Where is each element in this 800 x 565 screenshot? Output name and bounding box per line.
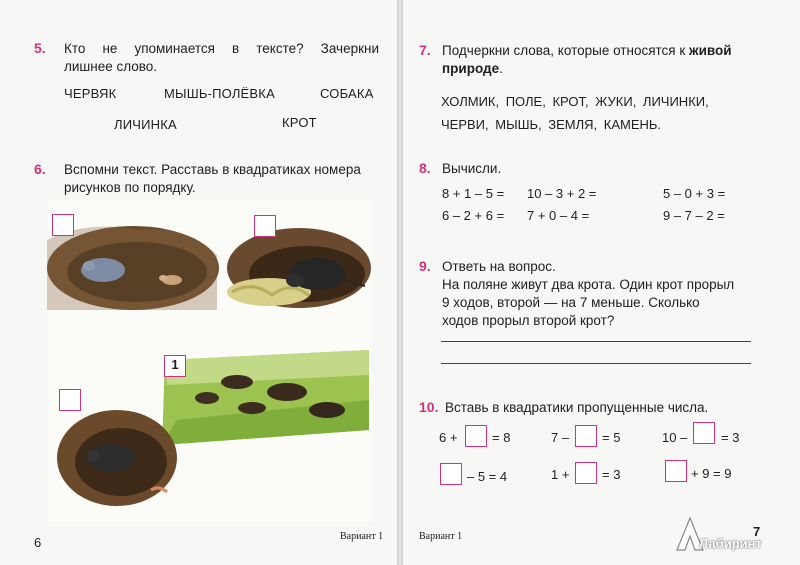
task10-eq6-right: + 9 = 9 bbox=[691, 466, 732, 481]
task6-line1: Вспомни текст. Расставь в квадратиках номера bbox=[64, 162, 361, 177]
task8-expr-5[interactable]: 7 + 0 – 4 = bbox=[527, 208, 590, 223]
task10-eq5-left: 1 + bbox=[551, 467, 570, 482]
picture-order-box-3[interactable]: 1 bbox=[164, 355, 186, 377]
left-page bbox=[0, 0, 397, 565]
right-page bbox=[403, 0, 800, 565]
picture-order-box-2[interactable] bbox=[254, 215, 276, 237]
illustration-area bbox=[47, 200, 372, 522]
right-page-number: 7 bbox=[753, 524, 761, 539]
task5-line1: Кто не упоминается в тексте? Зачеркни bbox=[64, 41, 379, 56]
task8-expr-1[interactable]: 8 + 1 – 5 = bbox=[442, 186, 505, 201]
task7-line1 bbox=[442, 42, 762, 60]
task10-number: 10. bbox=[419, 399, 439, 415]
task10-title: Вставь в квадратики пропущенные числа. bbox=[445, 400, 709, 415]
scene-mole-nest bbox=[221, 222, 371, 312]
picture-order-box-1[interactable] bbox=[52, 214, 74, 236]
labirint-watermark: Лабиринт bbox=[699, 536, 762, 551]
task8-expr-4[interactable]: 6 – 2 + 6 = bbox=[442, 208, 505, 223]
left-page-number: 6 bbox=[34, 535, 42, 550]
task10-eq6-box[interactable] bbox=[665, 460, 687, 482]
task9-text bbox=[442, 258, 764, 330]
task8-expr-6[interactable]: 9 – 7 – 2 = bbox=[663, 208, 725, 223]
task10-eq3-left: 10 – bbox=[662, 430, 688, 445]
task8-title: Вычисли. bbox=[442, 161, 502, 176]
task5-word-dog[interactable]: СОБАКА bbox=[320, 86, 374, 101]
right-footer-variant: Вариант 1 bbox=[419, 531, 463, 542]
task7-line2-bold: природе bbox=[442, 61, 500, 76]
task10-eq4-right: – 5 = 4 bbox=[467, 469, 508, 484]
task9-line1: На поляне живут два крота. Один крот прорыл bbox=[442, 277, 735, 292]
task10-eq2-left: 7 – bbox=[551, 430, 570, 445]
task7-line2 bbox=[442, 60, 762, 78]
task5-line2: лишнее слово. bbox=[64, 59, 158, 74]
task6-line2: рисунков по порядку. bbox=[64, 180, 196, 195]
task5-word-mole[interactable]: КРОТ bbox=[282, 115, 317, 130]
scene-molehills-meadow bbox=[162, 350, 369, 445]
task7-text bbox=[442, 42, 762, 78]
task9-line3: ходов прорыл второй крот? bbox=[442, 313, 615, 328]
task5-word-worm[interactable]: ЧЕРВЯК bbox=[64, 86, 117, 101]
task10-eq1-box[interactable] bbox=[465, 425, 487, 447]
task10-eq3-box[interactable] bbox=[693, 422, 715, 444]
task9-answer-line-2[interactable] bbox=[441, 363, 751, 364]
task7-words-line1[interactable]: ХОЛМИК, ПОЛЕ, КРОТ, ЖУКИ, ЛИЧИНКИ, bbox=[441, 94, 709, 109]
task8-expr-3[interactable]: 5 – 0 + 3 = bbox=[663, 186, 726, 201]
task9-line2: 9 ходов, второй — на 7 меньше. Сколько bbox=[442, 295, 700, 310]
task10-eq4-box[interactable] bbox=[440, 463, 462, 485]
illustration-svg bbox=[47, 200, 372, 522]
task6-number: 6. bbox=[34, 161, 46, 177]
task8-number: 8. bbox=[419, 160, 431, 176]
task7-number: 7. bbox=[419, 42, 431, 58]
task5-word-larva[interactable]: ЛИЧИНКА bbox=[114, 117, 177, 132]
task10-eq5-box[interactable] bbox=[575, 462, 597, 484]
task9-number: 9. bbox=[419, 258, 431, 274]
task9-title: Ответь на вопрос. bbox=[442, 259, 556, 274]
task7-words-line2[interactable]: ЧЕРВИ, МЫШЬ, ЗЕМЛЯ, КАМЕНЬ. bbox=[441, 117, 662, 132]
task10-eq3-right: = 3 bbox=[721, 430, 740, 445]
task8-expr-2[interactable]: 10 – 3 + 2 = bbox=[527, 186, 597, 201]
left-footer-variant: Вариант 1 bbox=[340, 531, 384, 542]
task5-text bbox=[64, 40, 379, 76]
scene-mole-underground bbox=[57, 410, 177, 506]
task9-answer-line-1[interactable] bbox=[441, 341, 751, 342]
task7-line2-suffix: . bbox=[499, 61, 503, 76]
task10-eq2-box[interactable] bbox=[575, 425, 597, 447]
picture-order-box-4[interactable] bbox=[59, 389, 81, 411]
task5-word-vole[interactable]: МЫШЬ-ПОЛЁВКА bbox=[164, 86, 275, 101]
task7-words[interactable] bbox=[441, 90, 709, 136]
scene-mole-mouse-burrow bbox=[47, 226, 219, 310]
task10-eq1-right: = 8 bbox=[492, 430, 511, 445]
task10-eq5-right: = 3 bbox=[602, 467, 621, 482]
task6-text bbox=[64, 161, 382, 197]
task7-line1-bold: живой bbox=[689, 43, 732, 58]
task5-number: 5. bbox=[34, 40, 46, 56]
task10-eq2-right: = 5 bbox=[602, 430, 621, 445]
task7-line1-prefix: Подчеркни слова, которые относятся к bbox=[442, 43, 690, 58]
task10-eq1-left: 6 + bbox=[439, 430, 458, 445]
